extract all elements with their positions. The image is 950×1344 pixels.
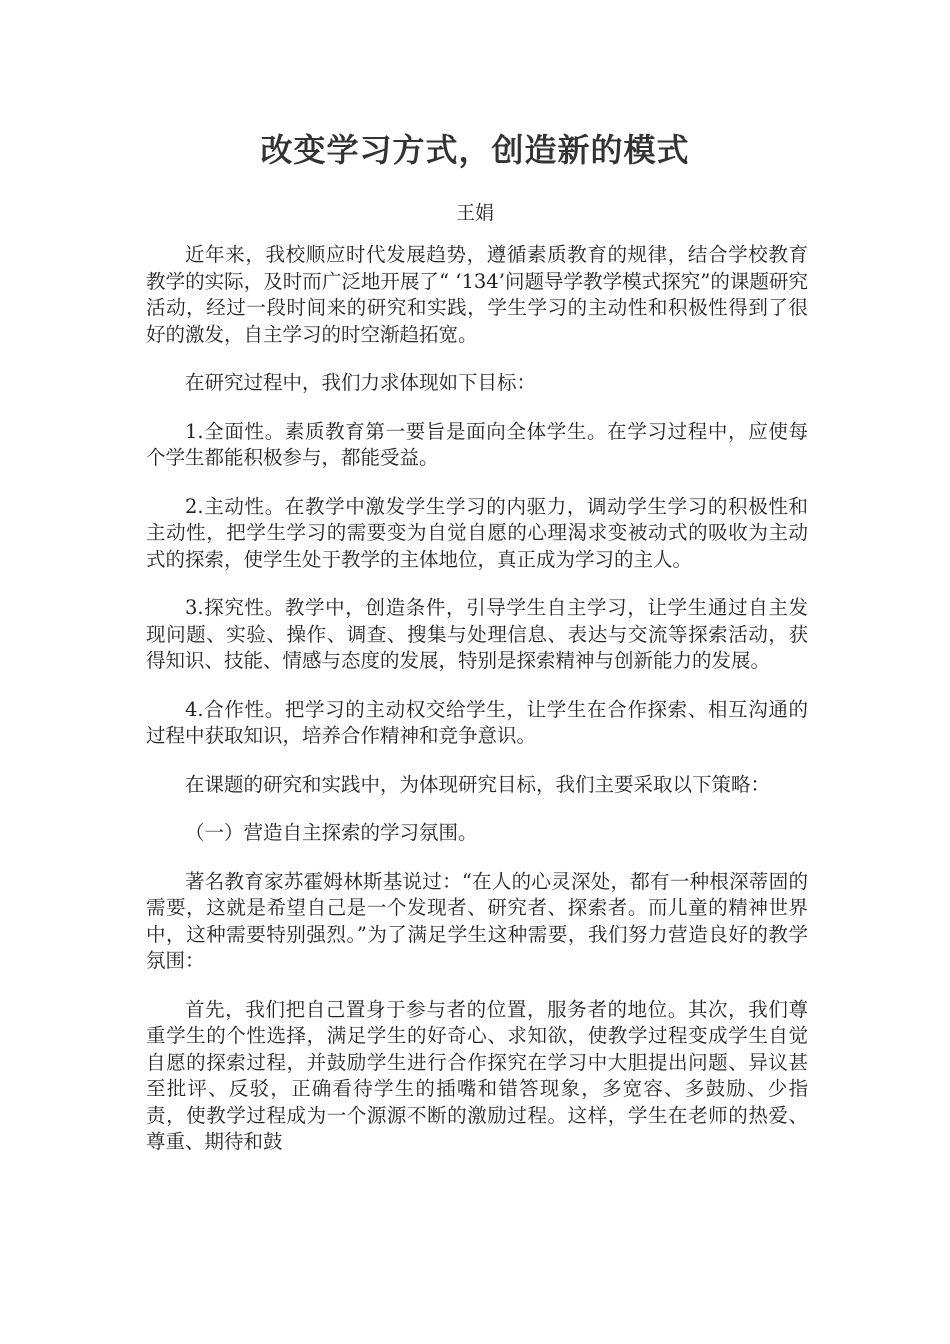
paragraph-goal-2: 2.主动性。在教学中激发学生学习的内驱力，调动学生学习的积极性和主动性，把学生学习的需要变为自觉自愿的心理渴求变被动式的吸收为主动式的探索，使学生处于教学的主体地位，真正成为学习的主人。: [146, 494, 808, 571]
paragraph-strategies-intro: 在课题的研究和实践中，为体现研究目标，我们主要采取以下策略：: [185, 772, 771, 796]
document-body: [146, 242, 808, 1178]
paragraph-goal-1: 1.全面性。素质教育第一要旨是面向全体学生。在学习过程中，应使每个学生都能积极参与，都能受益。: [146, 419, 808, 469]
paragraph-quote: 著名教育家苏霍姆林斯基说过：“在人的心灵深处，都有一种根深蒂固的需要，这就是希望自己是一个发现者、研究者、探索者。而儿童的精神世界中，这种需要特别强烈。”为了满足学生这种需要，我们努力营造良好的教学氛围：: [146, 869, 808, 972]
paragraph-goals-intro: 在研究过程中，我们力求体现如下目标：: [185, 371, 537, 394]
document-author: 王娟: [455, 202, 494, 224]
paragraph-first-measure: 首先，我们把自己置身于参与者的位置，服务者的地位。其次，我们尊重学生的个性选择，满足学生的好奇心、求知欲，使教学过程变成学生自觉自愿的探索过程，并鼓励学生进行合作探究在学习中大胆提出问题、异议甚至批评、反驳，正确看待学生的插嘴和错答现象，多宽容、多鼓励、少指责，使教学过程成为一个源源不断的激励过程。这样，学生在老师的热爱、尊重、期待和鼓: [146, 997, 808, 1153]
paragraph-goal-3: 3.探究性。教学中，创造条件，引导学生自主学习，让学生通过自主发现问题、实验、操作、调查、搜集与处理信息、表达与交流等探索活动，获得知识、技能、情感与态度的发展，特别是探索精神与创新能力的发展。: [146, 596, 808, 672]
document-title: 改变学习方式，创造新的模式: [260, 131, 690, 169]
paragraph-intro: 近年来，我校顺应时代发展趋势，遵循素质教育的规律，结合学校教育教学的实际，及时而广泛地开展了“ ‘134’问题导学教学模式探究”的课题研究活动，经过一段时间来的研究和实践，学生学习的主动性和积极性得到了很好的激发，自主学习的时空渐趋拓宽。: [146, 243, 808, 346]
paragraph-goal-4: 4.合作性。把学习的主动权交给学生，让学生在合作探索、相互沟通的过程中获取知识，培养合作精神和竞争意识。: [146, 697, 808, 747]
section-heading-1: （一）营造自主探索的学习氛围。: [185, 821, 478, 844]
